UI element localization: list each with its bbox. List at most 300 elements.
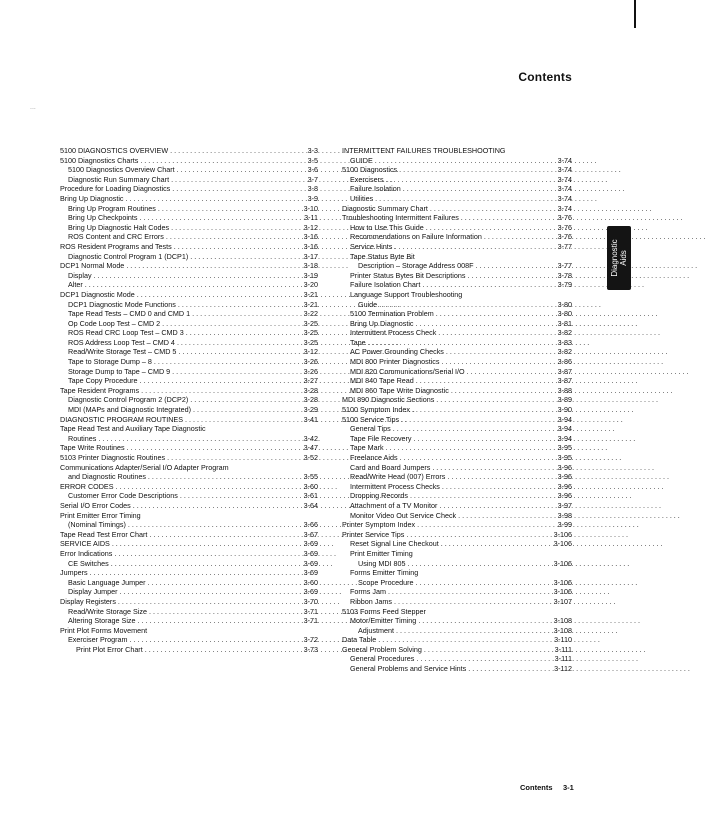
toc-entry [60,568,318,578]
toc-entry-page: 3-99 [557,520,572,530]
toc-leader-dots [85,280,296,290]
toc-leader-dots [375,194,550,204]
toc-entry [60,156,318,166]
toc-leader-dots [172,367,296,377]
toc-entry-page: 3-76 [557,213,572,223]
toc-entry-title: MDI 800 Printer Diagnostics [350,357,440,367]
toc-leader-dots [447,472,550,482]
toc-entry [60,242,318,252]
toc-entry-title: 5100 Termination Problem [350,309,434,319]
toc-entry-title: Ribbon Jams [350,596,392,606]
toc-entry-page: 3-41 [303,414,318,424]
toc-leader-dots [126,261,296,271]
toc-leader-dots [116,482,296,492]
toc-entry-page: 3-81 [557,318,572,328]
toc-entry-title: General Tips [350,424,391,434]
toc-entry-page: 3-88 [557,385,572,395]
toc-entry-page: 3-55 [303,472,318,482]
toc-entry-title: DCP1 Normal Mode [60,261,125,271]
toc-entry-page: 3-80 [557,309,572,319]
toc-entry-page: 3-95 [557,443,572,453]
toc-entry-title: MDI 840 Tape Read [350,376,414,386]
toc-leader-dots [401,415,550,425]
toc-entry-title: Routines [68,433,97,443]
toc-entry-page: 3-74 [557,165,572,175]
toc-entry-title: Bring Up Program Routines [68,203,156,213]
toc-leader-dots [400,453,550,463]
toc-entry-title: GUIDE [350,155,373,165]
toc-entry-page: 3-6 [307,165,318,175]
toc-entry [60,434,318,444]
toc-entry-title: Dropping Records [350,491,408,501]
toc-leader-dots [180,491,296,501]
toc-entry-page: 3-96 [557,491,572,501]
toc-leader-dots [388,587,550,597]
toc-entry [342,645,572,655]
toc-entry-title: Diagnostic Summary Chart [342,203,428,213]
toc-entry [60,645,318,655]
toc-leader-dots [172,184,296,194]
toc-entry-page: 3-69 [303,568,318,578]
toc-entry [60,520,318,530]
toc-leader-dots [154,357,296,367]
toc-entry-title: General Problem Solving [342,644,422,654]
toc-entry [60,539,318,549]
toc-entry-page: 3-80 [557,299,572,309]
toc-entry [60,530,318,540]
tab-label-line2: Aids [619,250,628,266]
toc-entry-page: 3-106 [553,558,572,568]
toc-entry [342,184,572,194]
toc-entry-page: 3-106 [553,529,572,539]
toc-entry-title: Print Plot Error Chart [76,644,143,654]
toc-entry-title: Communications Adapter/Serial I/O Adapter Program [60,462,229,472]
toc-entry-title: Storage Dump to Tape – CMD 9 [68,366,171,376]
scan-mark: ... [30,104,36,111]
toc-leader-dots [111,559,296,569]
toc-entry [60,309,318,319]
toc-entry [60,328,318,338]
toc-leader-dots [130,635,296,645]
toc-entry-page: 3-69 [303,548,318,558]
toc-entry-title: Tape File Recovery [350,433,412,443]
toc-entry-title: Printer Symptom Index [342,520,416,530]
toc-leader-dots [451,386,550,396]
toc-leader-dots [145,645,296,655]
toc-entry-page: 3-21 [303,299,318,309]
toc-entry [342,597,572,607]
toc-entry [342,156,572,166]
toc-entry-title: Diagnostic Run Summary Chart [68,174,170,184]
toc-entry [342,280,572,290]
toc-entry [60,146,318,156]
toc-leader-dots [458,511,550,521]
toc-entry [342,424,572,434]
toc-entry-title: Printer Service Tips [342,529,405,539]
toc-leader-dots [149,530,296,540]
toc-entry-page: 3-108 [553,625,572,635]
toc-leader-dots [137,290,296,300]
toc-leader-dots [394,242,550,252]
toc-entry-page: 3-74 [557,203,572,213]
toc-entry-title: Print Emitter Timing [350,548,413,558]
toc-entry-title: Tape Read Test and Auxiliary Tape Diagnostic [60,424,206,434]
toc-entry-title: 5100 Diagnostics Charts [60,155,139,165]
toc-entry [60,347,318,357]
toc-entry [342,347,572,357]
toc-entry-page: 3-9 [307,193,318,203]
toc-entry [342,520,572,530]
toc-leader-dots [424,645,550,655]
toc-entry [60,482,318,492]
toc-entry-page: 3-96 [557,472,572,482]
toc-entry-title: ROS Resident Programs and Tests [60,241,172,251]
toc-entry-title: Description – Storage Address 008F [358,261,474,271]
toc-leader-dots [177,338,296,348]
toc-entry-title: 5103 Printer Diagnostic Routines [60,453,166,462]
toc-entry-title: Print Plot Forms Movement [60,625,148,635]
toc-entry-title: Motor/Emitter Timing [350,616,417,626]
toc-leader-dots [133,501,296,511]
toc-entry [60,319,318,329]
toc-column-left [60,146,318,654]
toc-entry [342,232,572,242]
toc-entry-page: 3-12 [303,222,318,232]
toc-entry [342,559,572,569]
toc-entry-page: 3-25 [303,328,318,338]
toc-entry-title: Using MDI 805 [358,558,406,568]
toc-entry-page: 3-70 [303,596,318,606]
toc-entry [342,405,572,415]
toc-entry-title: Tape Copy Procedure [68,376,138,386]
toc-leader-dots [148,578,296,588]
toc-entry-title: 5100 Diagnostics Overview Chart [68,165,175,175]
toc-leader-dots [475,261,550,271]
toc-entry-title: Tape [350,337,366,347]
toc-entry-title: Failure Isolation [350,184,401,194]
toc-entry [60,463,318,473]
toc-leader-dots [126,194,296,204]
toc-entry-title: 5100 Service Tips [342,414,400,424]
toc-leader-dots [138,616,296,626]
toc-entry-page: 3-82 [557,328,572,338]
toc-entry [342,213,572,223]
toc-leader-dots [406,530,550,540]
toc-entry [60,472,318,482]
toc-entry [342,175,572,185]
toc-entry-title: Utilities [350,193,374,203]
toc-leader-dots [416,654,550,664]
toc-entry [60,184,318,194]
toc-entry [60,511,318,521]
toc-entry-title: MDI 890 Diagnostic Sections [342,395,435,405]
toc-entry [342,376,572,386]
toc-entry-page: 3-107 [553,596,572,606]
toc-leader-dots [410,491,550,501]
toc-entry [60,271,318,281]
toc-entry-page: 3-94 [557,433,572,443]
toc-entry [60,491,318,501]
toc-leader-dots [178,300,296,310]
toc-entry-page: 3-89 [557,395,572,405]
toc-leader-dots [140,213,296,223]
footer-label: Contents [520,783,553,792]
toc-leader-dots [140,156,296,166]
toc-entry-title: ROS Address Loop Test – CMD 4 [68,337,175,347]
toc-entry-page: 3-60 [303,481,318,491]
toc-entry-title: Display Registers [60,596,116,606]
toc-entry [342,319,572,329]
toc-entry [342,367,572,377]
toc-entry-page: 3-111 [554,644,572,654]
toc-entry-title: Customer Error Code Descriptions [68,491,178,501]
toc-leader-dots [396,626,550,636]
toc-leader-dots [375,156,550,166]
toc-entry [342,261,572,271]
toc-entry-page: 3-27 [303,376,318,386]
toc-entry-page: 3-72 [303,635,318,645]
toc-entry-title: and Diagnostic Routines [68,472,146,482]
toc-entry-page: 3-112 [554,664,572,674]
toc-leader-dots [170,146,296,156]
toc-leader-dots [436,395,550,405]
toc-entry [342,501,572,511]
toc-entry [60,607,318,617]
toc-entry-title: Alter [68,280,83,290]
toc-entry [342,511,572,521]
toc-leader-dots [436,309,550,319]
toc-entry [342,578,572,588]
toc-entry-page: 3-20 [303,280,318,290]
toc-entry-title: 5100 Diagnostics [342,165,398,175]
toc-entry-page: 3-98 [557,510,572,520]
toc-entry-title: Diagnostic Control Program 2 (DCP2) [68,395,189,405]
toc-entry-page: 3-66 [303,520,318,530]
toc-entry [60,165,318,175]
toc-entry-page: 3-74 [557,174,572,184]
toc-leader-dots [128,520,296,530]
toc-entry-page: 3-106 [553,577,572,587]
toc-entry-title: DIAGNOSTIC PROGRAM ROUTINES [60,414,183,424]
toc-entry [60,175,318,185]
toc-entry-page: 3-28 [303,395,318,405]
toc-entry [342,664,572,674]
toc-entry-title: Tape Resident Programs [60,385,140,395]
toc-entry-title: Attachment of a TV Monitor [350,500,438,510]
toc-leader-dots [394,597,550,607]
toc-leader-dots [94,271,296,281]
toc-entry [342,328,572,338]
toc-entry-page: 3-28 [303,385,318,395]
toc-leader-dots [438,328,550,338]
toc-entry-page: 3-108 [553,616,572,626]
toc-leader-dots [98,434,296,444]
tab-label-line1: Diagnostic [610,239,619,277]
toc-entry-title: AC Power Grounding Checks [350,347,444,357]
toc-entry-title: DCP1 Diagnostic Mode Functions [68,299,176,309]
toc-entry-page: 3-106 [553,539,572,549]
toc-entry [342,568,572,578]
toc-entry-page: 3-26 [303,366,318,376]
toc-entry-title: Exercisers [350,174,384,184]
toc-entry-title: Bring Up Checkpoints [68,213,138,223]
toc-entry-title: Tape Read Tests – CMD 0 and CMD 1 [68,309,191,319]
toc-leader-dots [120,587,296,597]
toc-entry [342,165,572,175]
toc-leader-dots [167,453,296,463]
toc-entry [60,252,318,262]
toc-entry-title: Reset Signal Line Checkout [350,539,439,549]
toc-entry-page: 3-95 [557,453,572,462]
toc-entry [342,443,572,453]
toc-entry-page: 3-74 [557,193,572,203]
toc-leader-dots [378,635,550,645]
diagnostic-aids-tab [607,226,631,290]
toc-entry-page: 3-17 [303,251,318,261]
toc-leader-dots [416,578,550,588]
toc-entry [342,626,572,636]
toc-entry-page: 3-106 [553,587,572,597]
toc-entry-page: 3-76 [557,232,572,242]
toc-leader-dots [114,549,296,559]
toc-leader-dots [118,597,296,607]
toc-entry-title: Bring Up Diagnostic Halt Codes [68,222,170,232]
toc-leader-dots [185,415,296,425]
toc-entry-page: 3-69 [303,587,318,597]
toc-leader-dots [422,280,550,290]
toc-entry [60,395,318,405]
toc-leader-dots [412,405,550,415]
toc-leader-dots [442,482,550,492]
toc-leader-dots [446,347,550,357]
toc-leader-dots [408,559,550,569]
toc-leader-dots [386,175,550,185]
toc-leader-dots [158,204,296,214]
toc-entry-title: Jumpers [60,568,88,578]
toc-entry-title: General Problems and Service Hints [350,664,467,674]
toc-leader-dots [190,252,296,262]
toc-entry-page: 3-71 [303,606,318,616]
toc-entry-page: 3-60 [303,577,318,587]
toc-entry [342,338,572,348]
toc-entry-page: 3-12 [303,347,318,357]
toc-entry-title: Read/Write Head (007) Errors [350,472,446,482]
toc-entry-title: Read/Write Storage Size [68,606,147,616]
toc-entry-page: 3-82 [557,347,572,357]
toc-entry-page: 3-96 [557,462,572,472]
toc-entry [342,587,572,597]
toc-entry-page: 3-71 [303,616,318,626]
toc-entry-page: 3-10 [303,203,318,213]
toc-entry-page: 3-42 [303,433,318,443]
toc-entry [60,559,318,569]
toc-entry-title: Recommendations on Failure Information [350,232,482,242]
toc-entry-title: Tape Status Byte Bit [350,251,415,261]
toc-entry [60,300,318,310]
toc-entry [342,472,572,482]
toc-entry-title: Card and Board Jumpers [350,462,431,472]
toc-leader-dots [441,539,550,549]
toc-entry-title: Op Code Loop Test – CMD 2 [68,318,161,328]
toc-entry-title: Adjustment [358,625,394,635]
toc-entry-title: Tape Mark [350,443,384,453]
toc-entry-title: Guide [358,299,378,309]
toc-entry-title: Error Indications [60,548,113,558]
footer-page-number: 3-1 [563,783,574,792]
toc-entry-page: 3-47 [303,443,318,453]
toc-entry [60,415,318,425]
toc-entry-title: Intermittent Process Checks [350,481,440,491]
toc-entry [60,405,318,415]
toc-entry-page: 3-73 [303,644,318,654]
toc-leader-dots [192,309,296,319]
page-heading: Contents [518,70,572,84]
toc-entry-page: 3-74 [557,155,572,165]
toc-entry [60,290,318,300]
toc-entry-page: 3-16 [303,232,318,242]
toc-entry [342,539,572,549]
toc-entry-title: Bring Up Diagnostic [350,318,414,328]
toc-entry-page: 3-5 [307,155,318,165]
toc-entry-page: 3-76 [557,222,572,232]
toc-entry-title: Freelance Aids [350,453,398,462]
toc-entry [342,530,572,540]
toc-entry-page: 3-11 [304,213,318,223]
toc-entry-title: ERROR CODES [60,481,114,491]
toc-leader-dots [171,223,296,233]
toc-entry-page: 3-52 [303,453,318,462]
toc-leader-dots [112,539,296,549]
toc-entry-title: Forms Emitter Timing [350,568,419,578]
toc-entry [60,338,318,348]
toc-entry [60,261,318,271]
toc-entry [60,386,318,396]
toc-entry [60,578,318,588]
toc-entry-title: Altering Storage Size [68,616,136,626]
toc-leader-dots [403,184,550,194]
toc-entry-page: 3-87 [557,376,572,386]
toc-entry-title: 5103 Forms Feed Stepper [342,606,426,616]
toc-entry-page: 3-16 [303,241,318,251]
toc-leader-dots [171,175,296,185]
toc-entry [342,357,572,367]
toc-entry-page: 3-7 [307,174,318,184]
toc-entry-page: 3-64 [303,500,318,510]
toc-entry-page: 3-96 [557,481,572,491]
toc-entry [60,597,318,607]
toc-entry [342,654,572,664]
toc-entry [60,232,318,242]
toc-entry-title: Service Hints [350,241,393,251]
toc-entry [60,194,318,204]
toc-entry [342,223,572,233]
toc-leader-dots [393,424,550,434]
toc-entry [342,607,572,617]
toc-leader-dots [426,223,550,233]
toc-entry-title: Diagnostic Control Program 1 (DCP1) [68,251,189,261]
toc-leader-dots [166,232,296,242]
toc-entry-page: 3-69 [303,539,318,549]
toc-entry [60,204,318,214]
toc-leader-dots [461,213,550,223]
toc-entry-title: Monitor Video Out Service Check [350,510,457,520]
toc-entry [60,453,318,463]
toc-entry-title: MDI 860 Tape Write Diagnostic [350,385,449,395]
toc-entry-title: ROS Content and CRC Errors [68,232,164,242]
toc-entry-title: Printer Status Bytes Bit Descriptions [350,270,466,280]
toc-entry-page: 3-87 [557,366,572,376]
toc-entry [342,146,572,156]
